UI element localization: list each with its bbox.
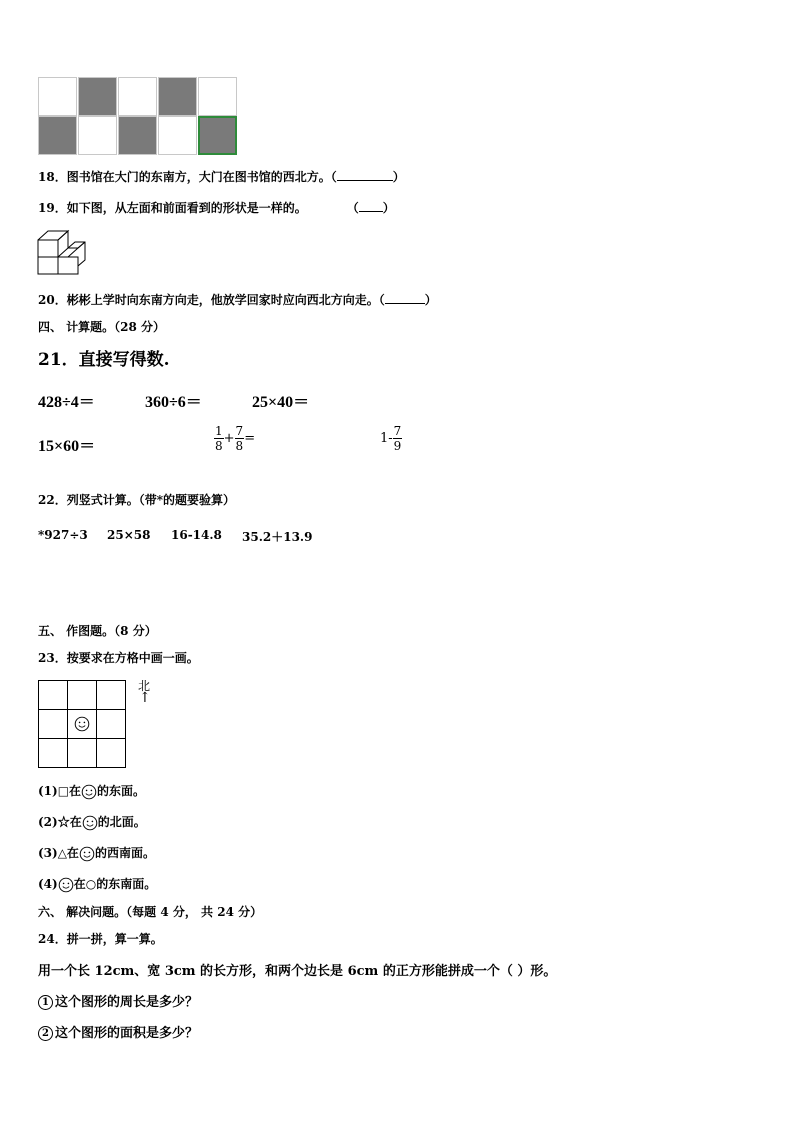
question-22-title: 22．列竖式计算。（带*的题要验算） <box>38 493 235 507</box>
question-18 <box>38 168 405 185</box>
grid-cell[interactable] <box>96 738 126 768</box>
question-24-title: 24．拼一拼，算一算。 <box>38 932 163 946</box>
calc-item: 15×60＝ <box>38 438 96 455</box>
question-21-title: 21．直接写得数. <box>38 350 170 370</box>
checker-cell <box>38 116 77 155</box>
grid-cell[interactable] <box>96 680 126 710</box>
q23-item-2: (2)☆在 的北面。 <box>38 815 146 829</box>
checker-cell <box>198 77 237 116</box>
smiley-face-icon <box>82 815 98 831</box>
question-23-title: 23．按要求在方格中画一画。 <box>38 651 199 665</box>
q24-sub-2: 2 这个图形的面积是多少？ <box>38 1022 198 1041</box>
question-20 <box>38 291 437 308</box>
vertical-calc-item: 25×58 <box>107 528 151 542</box>
grid-cell[interactable] <box>67 738 97 768</box>
north-label: 北 <box>138 679 151 693</box>
question-19 <box>38 199 395 216</box>
circled-number-1: 1 <box>38 995 53 1010</box>
calc-item: 25×40＝ <box>252 394 310 411</box>
section-6-heading: 六、 解决问题。（每题 4 分， 共 24 分） <box>38 905 263 919</box>
fraction-sum-expression <box>214 424 255 453</box>
grid-cell[interactable] <box>38 709 68 739</box>
smiley-face-icon <box>81 784 97 800</box>
calc-item: 360÷6＝ <box>145 394 202 411</box>
vertical-calc-item: 16-14.8 <box>171 528 222 542</box>
checker-cell <box>158 116 197 155</box>
q19-answer-blank[interactable] <box>359 199 383 212</box>
q18-close: ） <box>392 170 405 184</box>
fraction: $\frac{7}{8}$ <box>235 424 244 453</box>
vertical-calc-item: *927÷3 <box>38 528 88 542</box>
q18-answer-blank[interactable] <box>337 168 393 181</box>
q20-answer-blank[interactable] <box>385 291 425 304</box>
plus-sign: + <box>223 431 235 446</box>
checker-cell <box>78 77 117 116</box>
smiley-face-icon <box>79 846 95 862</box>
q19-close: ） <box>382 201 395 215</box>
q19-open: （ <box>346 201 359 215</box>
grid-cell[interactable] <box>38 680 68 710</box>
vertical-calc-item: 35.2＋13.9 <box>242 530 313 544</box>
q24-sub-1: 1 这个图形的周长是多少？ <box>38 991 198 1010</box>
grid-cell[interactable] <box>67 680 97 710</box>
fraction: $\frac{7}{9}$ <box>393 424 402 453</box>
fraction: $\frac{1}{8}$ <box>215 424 223 453</box>
q23-item-4: (4) 在○的东南面。 <box>38 877 157 891</box>
section-4-heading: 四、 计算题。（28 分） <box>38 320 166 334</box>
grid-cell[interactable] <box>96 709 126 739</box>
grid-cell-center[interactable] <box>67 709 97 739</box>
section-5-heading: 五、 作图题。（8 分） <box>38 624 157 638</box>
q18-text: 18．图书馆在大门的东南方，大门在图书馆的西北方。（ <box>38 170 337 184</box>
checker-cell <box>38 77 77 116</box>
north-arrow-icon: ↑ <box>139 690 151 706</box>
checker-cell <box>78 116 117 155</box>
circled-number-2: 2 <box>38 1026 53 1041</box>
checker-cell <box>158 77 197 116</box>
question-24-body: 用一个长 12cm、宽 3cm 的长方形，和两个边长是 6cm 的正方形能拼成一个（ ）形。 <box>38 964 557 979</box>
q20-text: 20．彬彬上学时向东南方向走，他放学回家时应向西北方向走。（ <box>38 293 385 307</box>
calc-item: 428÷4＝ <box>38 394 95 411</box>
q20-close: ） <box>424 293 437 307</box>
smiley-face-icon <box>74 716 90 732</box>
checker-cell-selected <box>198 116 237 155</box>
checker-cell <box>118 116 157 155</box>
smiley-face-icon <box>58 877 74 893</box>
q19-text: 19．如下图，从左面和前面看到的形状是一样的。 <box>38 201 307 215</box>
checkerboard-figure <box>38 75 243 157</box>
checker-cell <box>118 77 157 116</box>
equals-sign: = <box>244 431 256 446</box>
q23-item-1: (1)□在 的东面。 <box>38 784 146 798</box>
grid-cell[interactable] <box>38 738 68 768</box>
q23-item-3: (3)△在 的西南面。 <box>38 846 155 860</box>
drawing-grid[interactable] <box>38 680 126 767</box>
minus-lead: 1- <box>380 431 393 446</box>
fraction-minus-expression <box>380 424 402 453</box>
cube-stack-figure <box>36 228 90 278</box>
